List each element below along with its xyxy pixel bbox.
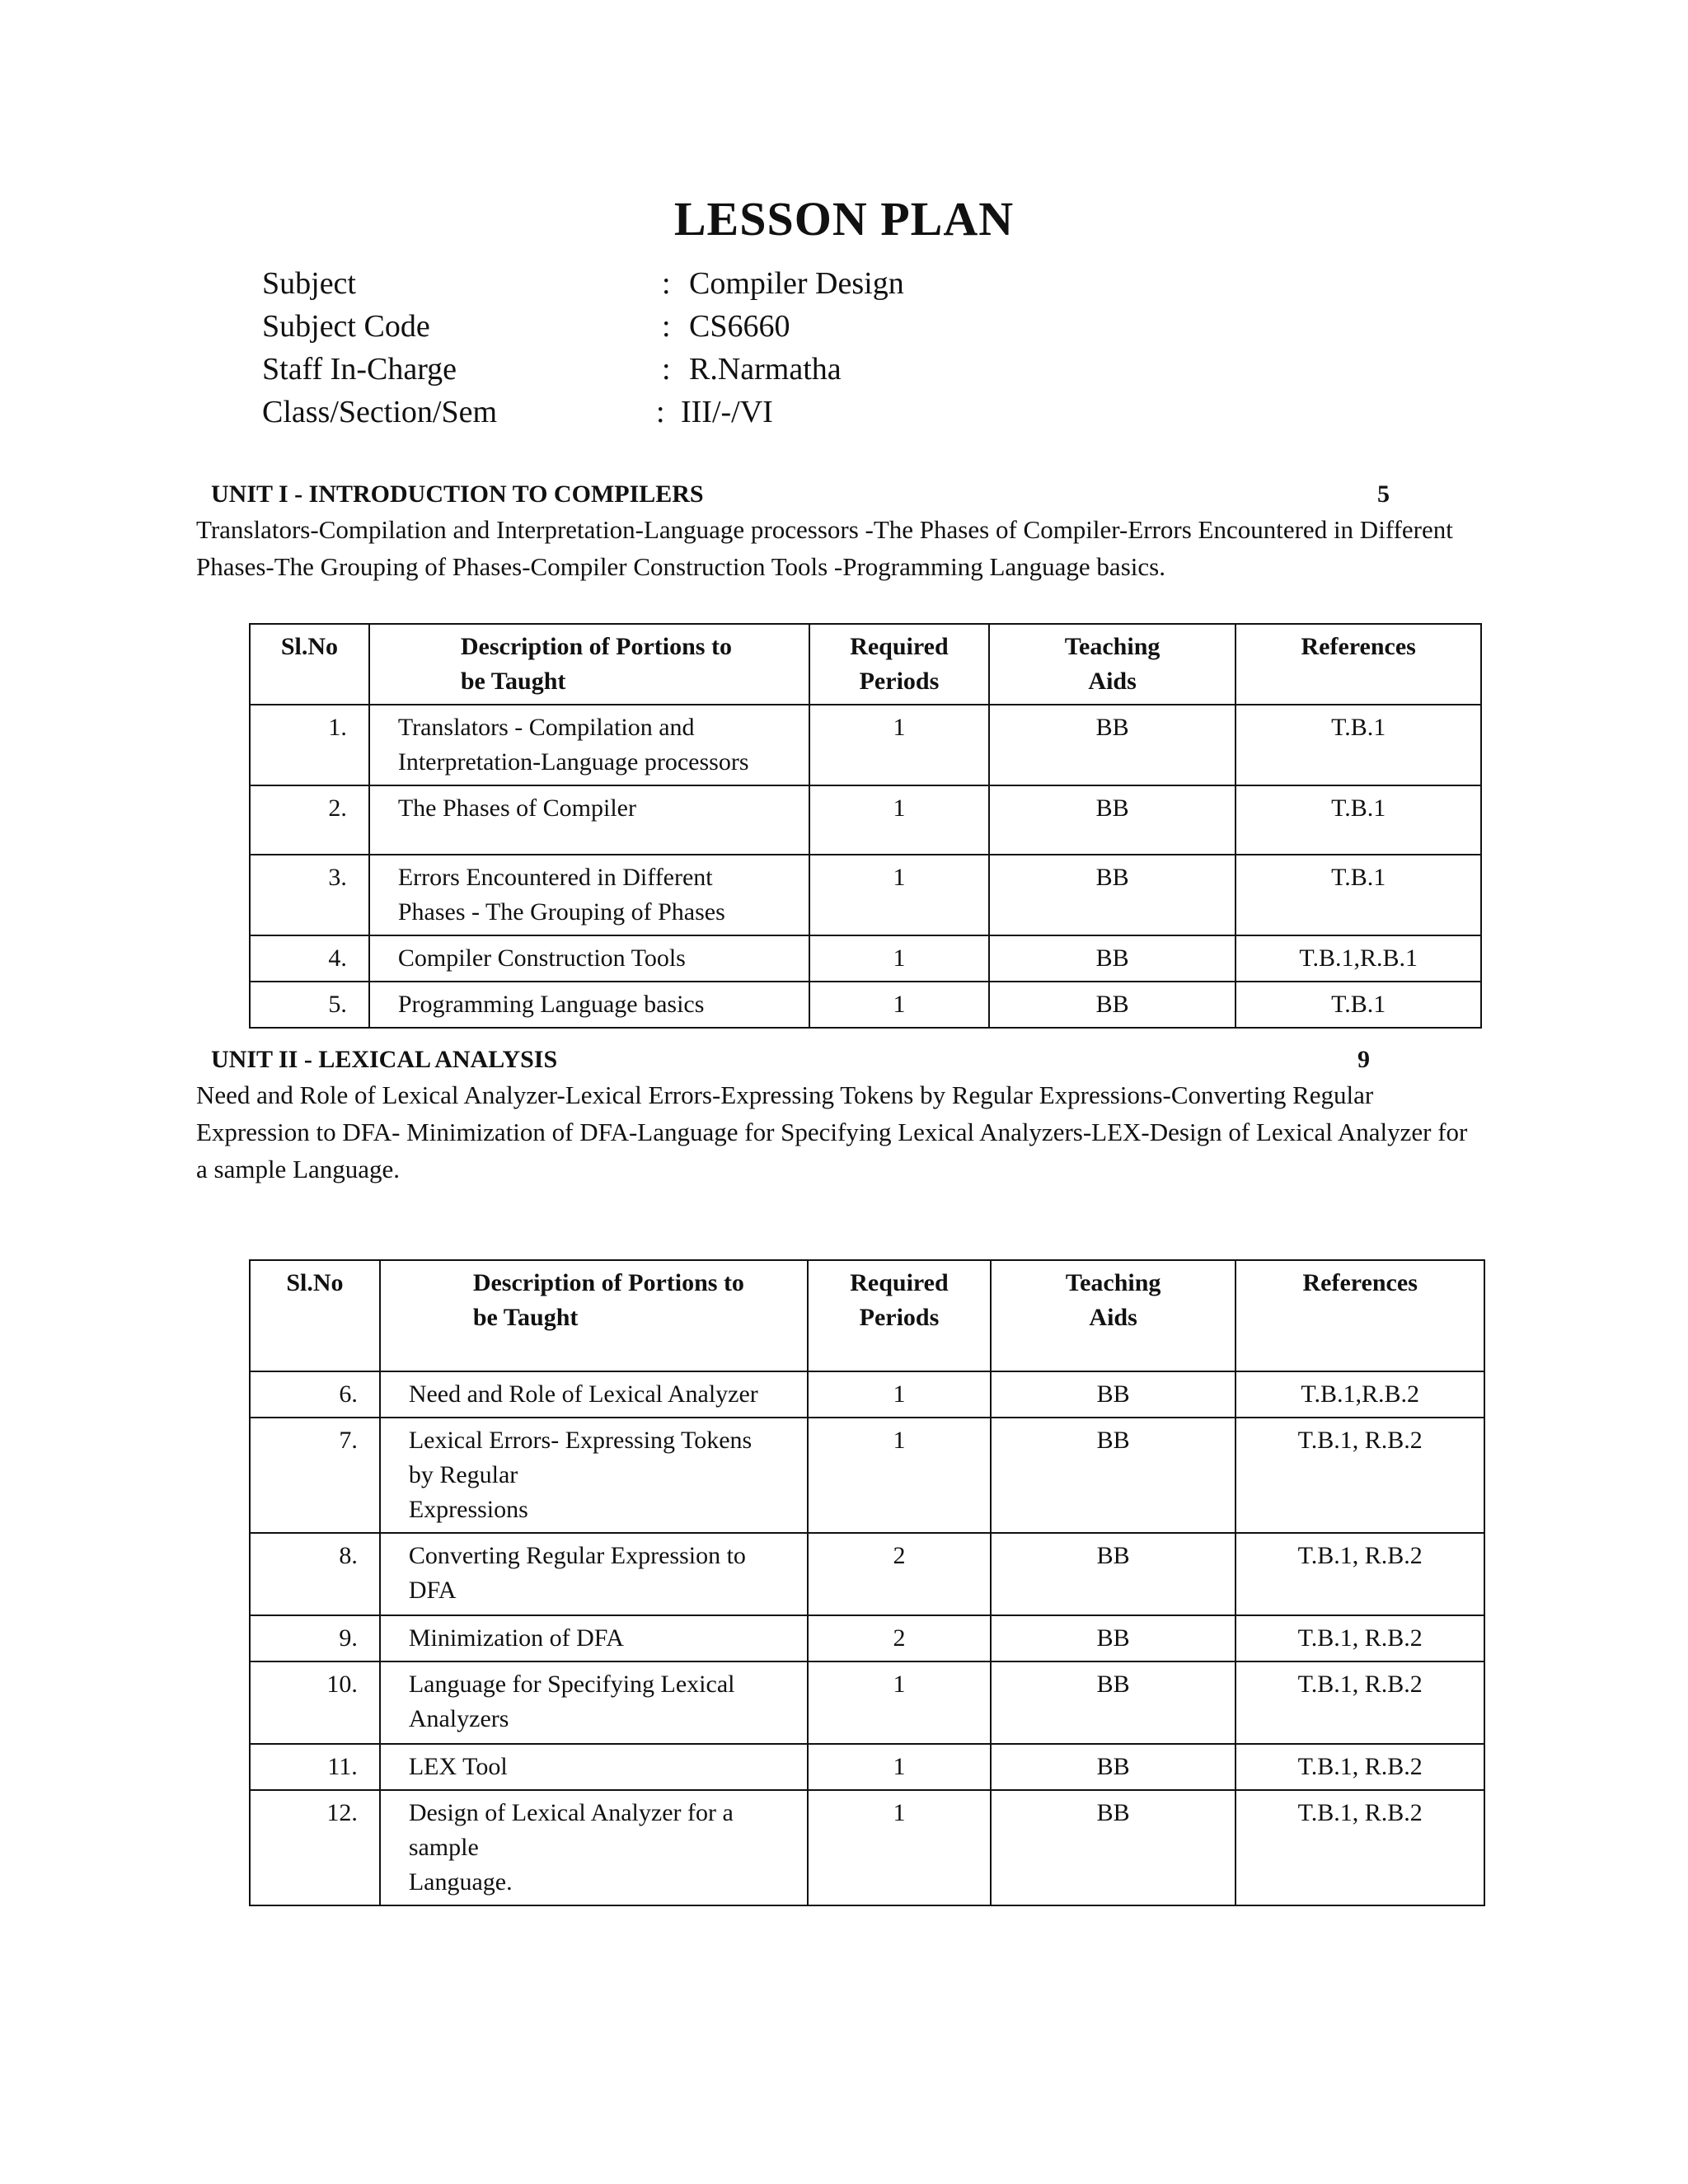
row-periods: 1 <box>808 1661 991 1744</box>
row-teaching-aids: BB <box>989 935 1236 982</box>
row-sl-no: 6. <box>250 1371 380 1418</box>
row-teaching-aids: BB <box>989 705 1236 785</box>
description-line: sample <box>408 1834 479 1861</box>
row-teaching-aids: BB <box>991 1790 1236 1905</box>
meta-colon: : <box>662 266 671 301</box>
row-sl-no: 8. <box>250 1533 380 1615</box>
description-line: Language. <box>408 1868 513 1896</box>
row-references: T.B.1, R.B.2 <box>1236 1790 1484 1905</box>
row-sl-no: 12. <box>250 1790 380 1905</box>
row-periods: 1 <box>809 935 989 982</box>
row-periods: 2 <box>808 1533 991 1615</box>
row-periods: 1 <box>809 855 989 935</box>
row-description <box>369 855 809 935</box>
header-description: Description of Portions to be Taught <box>369 624 809 705</box>
row-periods: 1 <box>809 785 989 855</box>
row-teaching-aids: BB <box>989 855 1236 935</box>
row-teaching-aids: BB <box>991 1371 1236 1418</box>
description-line: Converting Regular Expression to <box>408 1542 746 1569</box>
description-line: Translators - Compilation and <box>397 714 695 741</box>
meta-colon: : <box>662 309 671 344</box>
header-references: References <box>1236 624 1481 705</box>
row-sl-no: 2. <box>250 785 369 855</box>
row-sl-no: 10. <box>250 1661 380 1744</box>
description-line: LEX Tool <box>408 1753 508 1780</box>
unit-1-heading <box>211 480 1390 509</box>
table-row <box>250 1661 1484 1744</box>
row-description <box>380 1615 808 1661</box>
description-line: by Regular <box>408 1461 518 1488</box>
description-line: DFA <box>408 1577 457 1604</box>
header-sl-no: Sl.No <box>250 1260 380 1371</box>
table-row <box>250 1615 1484 1661</box>
row-description <box>380 1790 808 1905</box>
row-teaching-aids: BB <box>989 785 1236 855</box>
table-header-row <box>250 624 1481 705</box>
unit-hours: 9 <box>1357 1046 1370 1073</box>
row-description <box>369 982 809 1028</box>
description-line: The Phases of Compiler <box>397 794 636 822</box>
row-references: T.B.1 <box>1236 785 1481 855</box>
header-teaching-aids: Teaching Aids <box>989 624 1236 705</box>
row-references: T.B.1, R.B.2 <box>1236 1661 1484 1744</box>
unit-hours: 5 <box>1377 480 1390 508</box>
table-row <box>250 935 1481 982</box>
description-line: Compiler Construction Tools <box>397 944 686 972</box>
unit-2-description: Need and Role of Lexical Analyzer-Lexical Errors-Expressing Tokens by Regular Expressions-Converting Regular Expression to DFA- Minimization of DFA-Language for Specifying Lexical Analyzers-LEX-Design of Lexical Analyzer for a sample Language. <box>196 1080 1468 1183</box>
row-sl-no: 7. <box>250 1418 380 1533</box>
row-periods: 1 <box>809 982 989 1028</box>
page-title: LESSON PLAN <box>673 192 1015 246</box>
row-teaching-aids: BB <box>989 982 1236 1028</box>
meta-colon: : <box>656 395 665 429</box>
row-references: T.B.1,R.B.2 <box>1236 1371 1484 1418</box>
row-description <box>380 1744 808 1790</box>
description-line: Interpretation-Language processors <box>397 748 749 776</box>
row-references: T.B.1, R.B.2 <box>1236 1533 1484 1615</box>
row-teaching-aids: BB <box>991 1615 1236 1661</box>
table-row <box>250 1790 1484 1905</box>
row-references: T.B.1 <box>1236 982 1481 1028</box>
meta-label: Class/Section/Sem <box>262 395 497 429</box>
row-periods: 2 <box>808 1615 991 1661</box>
description-line: Lexical Errors- Expressing Tokens <box>408 1427 753 1454</box>
row-periods: 1 <box>809 705 989 785</box>
row-description <box>369 785 809 855</box>
meta-label: Subject Code <box>262 309 430 344</box>
description-line: Programming Language basics <box>397 991 705 1018</box>
row-sl-no: 3. <box>250 855 369 935</box>
row-sl-no: 9. <box>250 1615 380 1661</box>
row-references: T.B.1 <box>1236 855 1481 935</box>
table-row <box>250 1744 1484 1790</box>
row-sl-no: 1. <box>250 705 369 785</box>
meta-value: CS6660 <box>689 309 790 344</box>
row-sl-no: 11. <box>250 1744 380 1790</box>
row-description <box>380 1533 808 1615</box>
row-teaching-aids: BB <box>991 1418 1236 1533</box>
table-header-row <box>250 1260 1484 1371</box>
table-row <box>250 982 1481 1028</box>
row-description <box>380 1661 808 1744</box>
description-line: Errors Encountered in Different <box>397 864 713 891</box>
table-row <box>250 1418 1484 1533</box>
unit-title: UNIT I - INTRODUCTION TO COMPILERS <box>211 480 704 508</box>
unit-1-description: Translators-Compilation and Interpretation-Language processors -The Phases of Compiler-Errors Encountered in Different Phases-The Grouping of Phases-Compiler Construction Tools -Programming Language basics. <box>196 515 1453 581</box>
row-periods: 1 <box>808 1790 991 1905</box>
row-references: T.B.1, R.B.2 <box>1236 1744 1484 1790</box>
table-row <box>250 785 1481 855</box>
row-description <box>380 1418 808 1533</box>
row-references: T.B.1, R.B.2 <box>1236 1615 1484 1661</box>
unit-title: UNIT II - LEXICAL ANALYSIS <box>211 1046 558 1073</box>
row-description <box>380 1371 808 1418</box>
description-line: Need and Role of Lexical Analyzer <box>408 1380 758 1408</box>
header-sl-no: Sl.No <box>250 624 369 705</box>
meta-value: III/-/VI <box>681 395 773 429</box>
row-periods: 1 <box>808 1744 991 1790</box>
row-references: T.B.1,R.B.1 <box>1236 935 1481 982</box>
meta-value: R.Narmatha <box>689 352 842 387</box>
description-line: Language for Specifying Lexical <box>408 1671 735 1698</box>
meta-label: Subject <box>262 266 356 301</box>
row-references: T.B.1, R.B.2 <box>1236 1418 1484 1533</box>
header-periods: Required Periods <box>808 1260 991 1371</box>
header-teaching-aids: Teaching Aids <box>991 1260 1236 1371</box>
description-line: Expressions <box>408 1496 528 1523</box>
header-description: Description of Portions to be Taught <box>380 1260 808 1371</box>
row-teaching-aids: BB <box>991 1533 1236 1615</box>
table-row <box>250 1371 1484 1418</box>
row-periods: 1 <box>808 1418 991 1533</box>
meta-colon: : <box>662 352 671 387</box>
table-row <box>250 855 1481 935</box>
description-line: Design of Lexical Analyzer for a <box>408 1799 734 1826</box>
table-row <box>250 705 1481 785</box>
meta-value: Compiler Design <box>689 266 904 301</box>
row-teaching-aids: BB <box>991 1661 1236 1744</box>
row-description <box>369 935 809 982</box>
description-line: Minimization of DFA <box>408 1624 624 1652</box>
description-line: Analyzers <box>408 1705 509 1732</box>
row-description <box>369 705 809 785</box>
row-sl-no: 5. <box>250 982 369 1028</box>
row-references: T.B.1 <box>1236 705 1481 785</box>
header-references: References <box>1236 1260 1484 1371</box>
table-row <box>250 1533 1484 1615</box>
description-line: Phases - The Grouping of Phases <box>397 898 725 926</box>
unit-1-table <box>249 623 1482 1029</box>
header-periods: Required Periods <box>809 624 989 705</box>
row-periods: 1 <box>808 1371 991 1418</box>
meta-label: Staff In-Charge <box>262 352 457 387</box>
unit-2-heading <box>211 1046 1390 1074</box>
unit-2-table <box>249 1259 1485 1906</box>
row-teaching-aids: BB <box>991 1744 1236 1790</box>
row-sl-no: 4. <box>250 935 369 982</box>
